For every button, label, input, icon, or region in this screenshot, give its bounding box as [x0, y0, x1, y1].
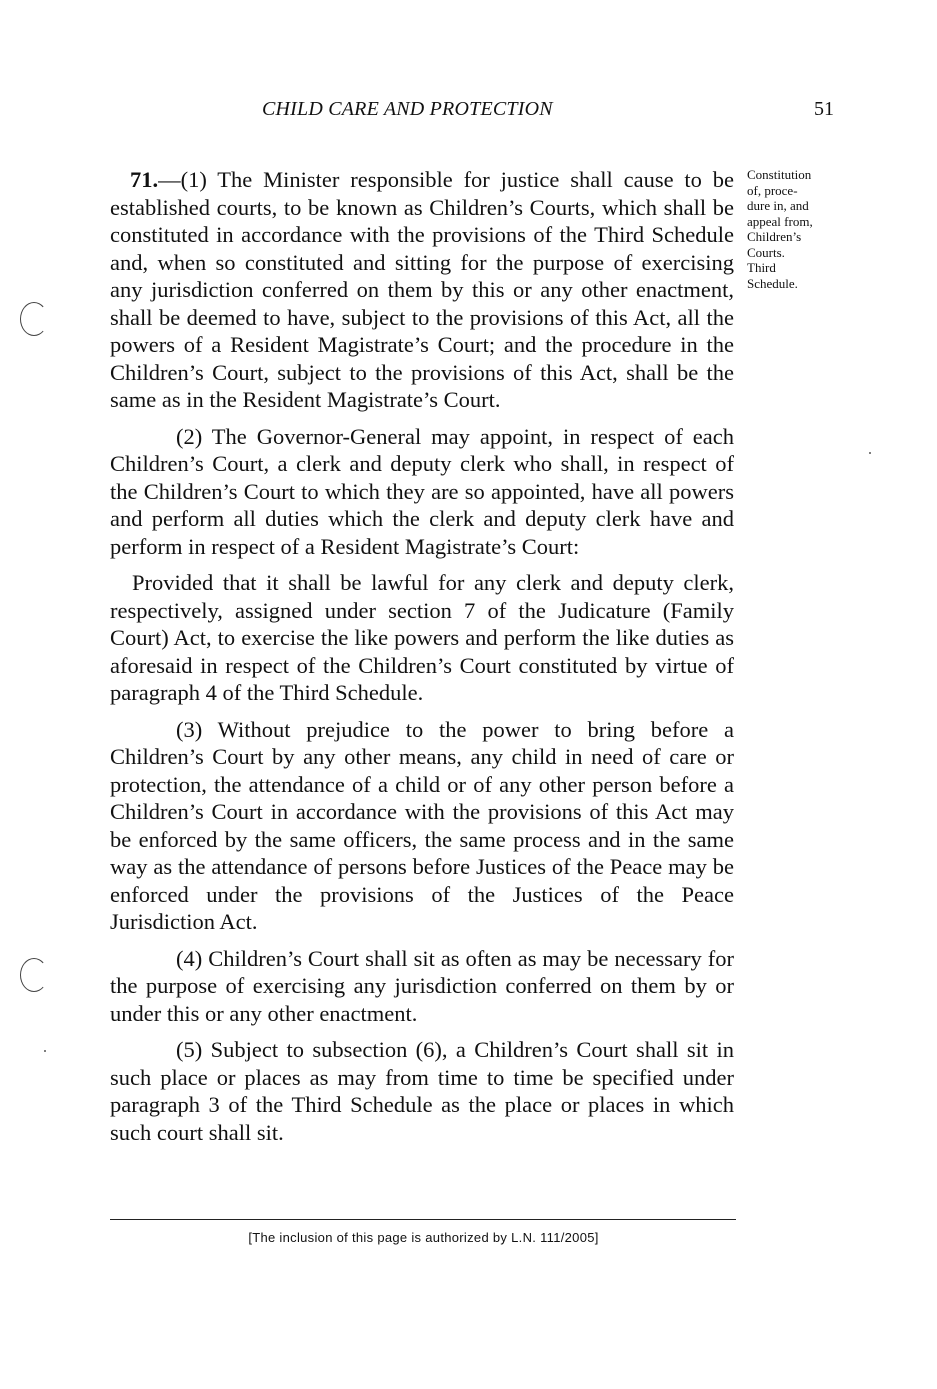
proviso: Provided that it shall be lawful for any clerk and deputy clerk, respectively, assigned under section 7 of the Judicature (Family Court) Act, to exercise the like powers and perform the like duties as aforesaid in respect of the Children’s Court constituted by virtue of paragraph 4 of the Third Schedule.	[110, 570, 734, 705]
scan-speck	[44, 1050, 46, 1052]
marginal-note-line: Constitution	[747, 167, 812, 182]
marginal-note-line: Third	[747, 260, 776, 275]
marginal-note-line: of, proce-	[747, 182, 798, 198]
section-number: 71.	[130, 167, 159, 192]
footer-rule	[110, 1219, 736, 1220]
marginal-note-line: appeal from,	[747, 213, 813, 229]
marginal-note-line: Children’s	[747, 229, 802, 244]
section-71-body	[110, 166, 734, 1146]
marginal-note	[747, 167, 833, 291]
marginal-note-line: Schedule.	[747, 275, 798, 291]
subsection-4: (4) Children’s Court shall sit as often as may be necessary for the purpose of exercising any jurisdiction conferred on them by or under this or any other enactment.	[110, 945, 734, 1026]
punch-hole-mark	[20, 302, 48, 336]
page-number: 51	[814, 98, 834, 120]
footer-note: [The inclusion of this page is authorized by L.N. 111/2005]	[248, 1230, 599, 1245]
marginal-note-line: Courts.	[747, 244, 785, 260]
subsection-3: (3) Without prejudice to the power to bring before a Children’s Court by any other means, any child in need of care or protection, the attendance of a child or of any other person before a Children’s Court in accordance with the provisions of this Act may be enforced by the same officers, the same process and in the same way as the attendance of persons before Justices of the Peace may be enforced under the provisions of the Justices of the Peace Jurisdiction Act.	[110, 716, 734, 934]
subsection-2: (2) The Governor-General may appoint, in respect of each Children’s Court, a clerk and deputy clerk who shall, in respect of the Children’s Court to which they are so appointed, have all powers and perform all duties which the clerk and deputy clerk have and perform in respect of a Resident Magistrate’s Court:	[110, 423, 734, 559]
running-title: CHILD CARE AND PROTECTION	[262, 98, 553, 120]
scan-speck	[869, 452, 871, 454]
subsection-1-text: —(1) The Minister responsible for justice shall cause to be established courts, to be known as Children’s Courts, which shall be constituted in accordance with the provisions of the Third Schedule and, when so constituted and sitting for the purpose of exercising any jurisdiction conferred on them by this or any other enactment, shall be deemed to have, subject to the provisions of this Act, all the powers of a Resident Magistrate’s Court; and the procedure in the Children’s Court, subject to the provisions of this Act, shall be the same as in the Resident Magistrate’s Court.	[110, 167, 734, 412]
subsection-1	[110, 166, 734, 414]
punch-hole-mark	[20, 958, 48, 992]
page-header	[0, 98, 937, 128]
subsection-5: (5) Subject to subsection (6), a Children’s Court shall sit in such place or places as may from time to time be specified under paragraph 3 of the Third Schedule as the place or places in which such court shall sit.	[110, 1037, 734, 1145]
marginal-note-line: dure in, and	[747, 198, 809, 213]
